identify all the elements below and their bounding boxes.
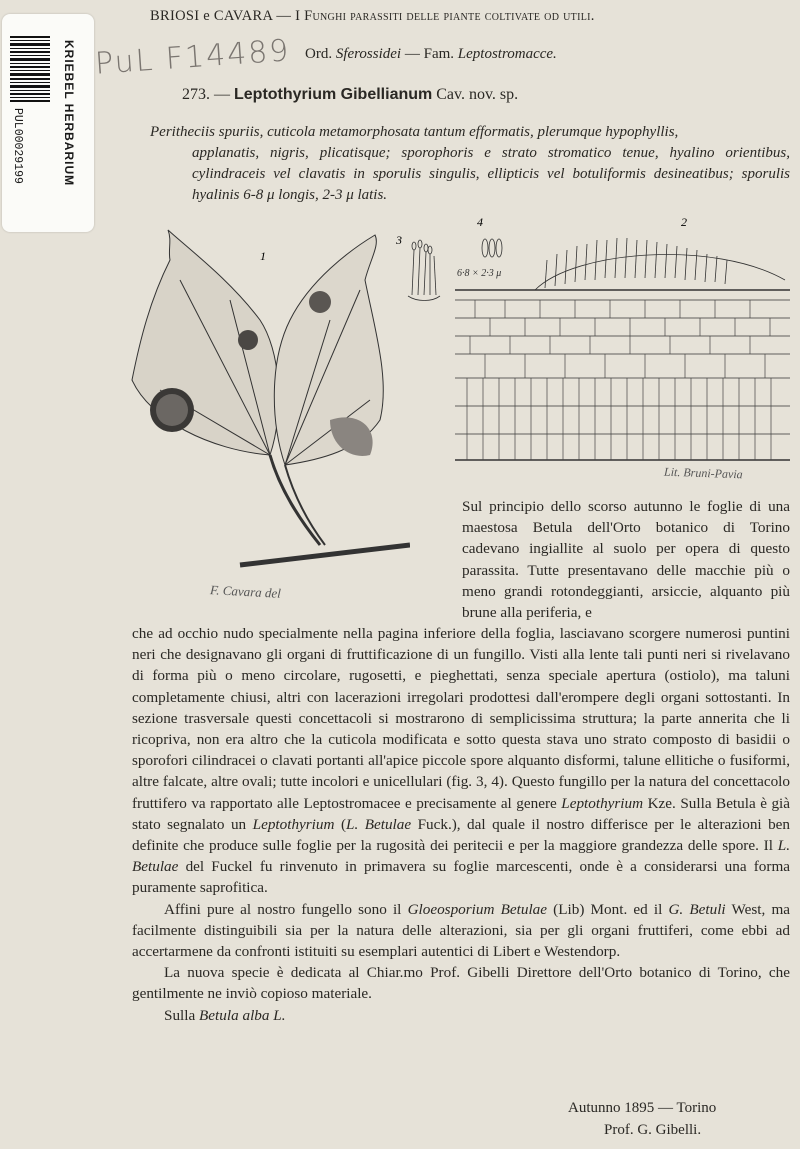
- latin-diagnosis: [150, 122, 790, 206]
- page-header: [150, 8, 770, 25]
- species-number: 273. —: [182, 86, 230, 103]
- spot-small: [238, 330, 258, 350]
- authors: BRIOSI e CAVARA: [150, 8, 273, 24]
- main-text: [132, 623, 790, 1026]
- specimen-id: PUL00029199: [11, 108, 24, 184]
- family-prefix: — Fam.: [404, 46, 455, 62]
- order-line: [305, 46, 557, 63]
- paragraph-1-continued: che ad occhio nudo specialmente nella pagina inferiore della foglia, lasciavano scorgere numerosi puntini neri che designavano gli organi di fruttificazione di un fungillo. Visti alla lente tali punti neri si rivelavano di forma più o meno circolare, rugosetti, e pieghettati, senza speciale apertura (ostiolo), ma taluni completamente chiusi, altri con lacerazioni irregolari prodottesi dall'erompere degli organi sottostanti. In sezione trasversale questi concettacoli si mostrarono di semplicissima struttura; la parte annerita che li ricopriva, non era altro che la cuticola modificata e sotto questa stava uno strato composto di basidii o sporofori cilindracei o clavati portanti all'apice piccole spore alquanto disformi, talune ellitiche o fusiformi, altre falcate, altre ovali; tutte incolori e unicellulari (fig. 3, 4). Questo fungillo per la natura del concettacolo fruttifero va rapportato alle Leptostromacee e precisamente al genere Leptothyrium Kze. Sulla Betula è già stato segnalato un Leptothyrium (L. Betulae Fuck.), dal quale il nostro differisce per le alterazioni ben definite che produce sulle foglie per la rugosità dei peritecii e per la maggiore grandezza delle spore. Il L. Betulae del Fuckel fu rinvenuto in primavera su foglie marcescenti, onde è a considerarsi una forma puramente saprofitica.: [132, 625, 791, 897]
- author-signature: Prof. G. Gibelli.: [604, 1122, 702, 1138]
- order-prefix: Ord.: [305, 46, 333, 62]
- handwritten-accession: PuL F14489: [94, 33, 292, 82]
- fig3-sporophores: [392, 230, 447, 310]
- fig2-cross-section: [455, 210, 790, 470]
- leaf-illustration: [120, 220, 410, 600]
- lithographer-signature: Lit. Bruni-Pavia: [663, 464, 743, 482]
- species-name: Leptothyrium Gibellianum: [234, 86, 433, 103]
- paragraph-2: Affini pure al nostro fungello sono il Gloeosporium Betulae (Lib) Mont. ed il G. Betuli West, ma facilmente distinguibili sia per la natura delle alterazioni, sia per gli organi fruttiferi, come ebbi ad accertarmene da confronti istituiti su esemplari autentici di Libert e Westendorp.: [132, 900, 791, 961]
- species-heading: [182, 86, 518, 104]
- herbarium-name: KRIEBEL HERBARIUM: [62, 40, 76, 187]
- spore-measure: 6·8 × 2·3 μ: [457, 268, 502, 279]
- diagnosis-rest: applanatis, nigris, plicatisque; sporophoris e strato stromatico tenue, hyalino orientibus, cylindraceis vel clavatis in sporulis singulis, ellipticis vel botuliformis desineatibus; sporulis hyalinis 6-8 μ longis, 2-3 μ latis.: [192, 145, 790, 203]
- paragraph-1-right: Sul principio dello scorso autunno le foglie di una maestosa Betula dell'Orto botanico di Torino cadevano ingiallite al suolo per opera di questo parassita. Tutte presentavano delle macchie più o meno grandi rotondeggianti, arsiccie, alquanto più brune alla periferia, e: [462, 498, 790, 622]
- paragraph-3: La nuova specie è dedicata al Chiar.mo Prof. Gibelli Direttore dell'Orto botanico di Torino, che gentilmente ne inviò copioso materiale.: [132, 964, 790, 1003]
- spot-right: [309, 291, 331, 313]
- diagnosis-line-1: Peritheciis spuriis, cuticola metamorphosata tantum efformatis, plerumque hypophyllis,: [150, 124, 679, 140]
- paragraph-4: Sulla Betula alba L.: [164, 1006, 286, 1024]
- date-place: Autunno 1895 — Torino: [568, 1100, 717, 1116]
- figure-number-1: 1: [260, 249, 266, 263]
- series-title: — I Funghi parassiti delle piante coltivate od utili.: [276, 8, 595, 24]
- order-name: Sferossidei: [335, 46, 402, 62]
- artist-signature: F. Cavara del: [209, 582, 282, 601]
- species-author: Cav. nov. sp.: [436, 86, 519, 103]
- figure-number-3: 3: [396, 233, 402, 247]
- barcode: [10, 36, 50, 102]
- figure-number-4: 4: [477, 215, 483, 229]
- figure-number-2: 2: [681, 215, 687, 229]
- family-name: Leptostromacce.: [457, 46, 557, 62]
